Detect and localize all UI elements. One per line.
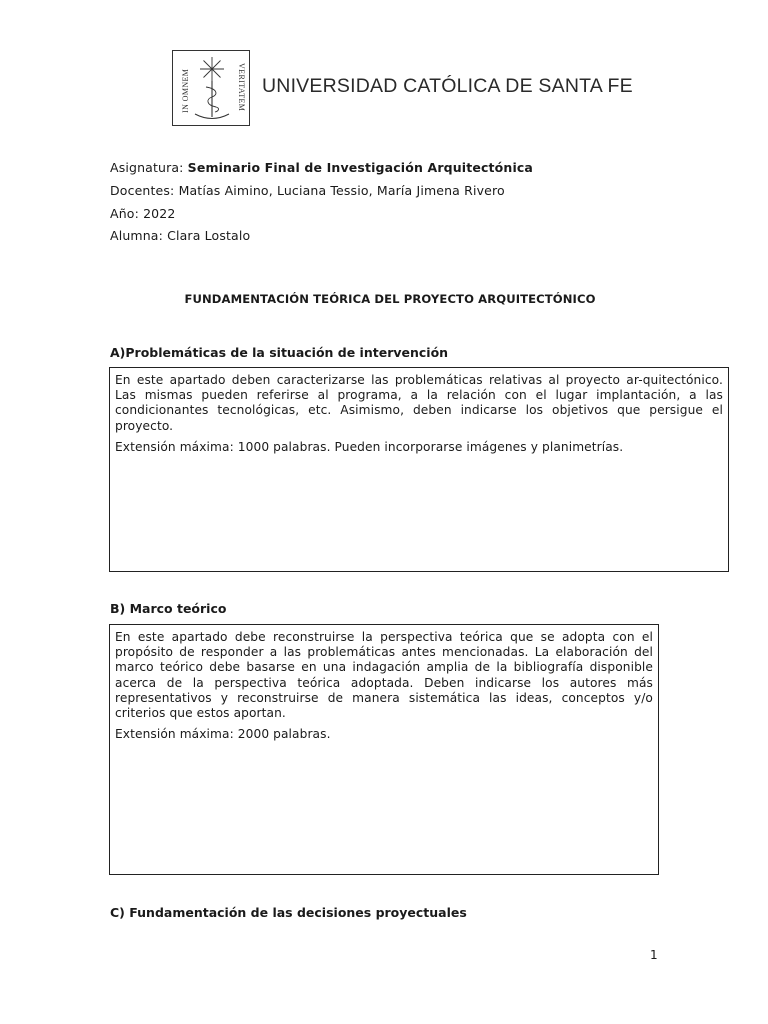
section-a-box: [109, 367, 729, 572]
teachers-value: Matías Aimino, Luciana Tessio, María Jimena Rivero: [178, 183, 505, 198]
university-logo: [172, 50, 633, 128]
section-b-heading: B) Marco teórico: [110, 601, 227, 616]
document-title: FUNDAMENTACIÓN TEÓRICA DEL PROYECTO ARQUITECTÓNICO: [184, 292, 596, 306]
seal-emblem-icon: [173, 51, 251, 127]
svg-text:VERITATEM: VERITATEM: [237, 63, 246, 112]
page-number: 1: [650, 948, 658, 962]
section-b-note: Extensión máxima: 2000 palabras.: [115, 727, 331, 742]
year-value: 2022: [143, 206, 176, 221]
section-a-heading: A)Problemáticas de la situación de intervención: [110, 345, 449, 360]
section-a-note: Extensión máxima: 1000 palabras. Pueden incorporarse imágenes y planimetrías.: [115, 439, 624, 454]
university-name: UNIVERSIDAD CATÓLICA DE SANTA FE: [262, 75, 633, 97]
teachers-line: [110, 183, 505, 198]
subject-value: Seminario Final de Investigación Arquitectónica: [187, 160, 534, 175]
university-seal: [172, 50, 250, 126]
teachers-label: Docentes:: [110, 183, 175, 198]
svg-text:IN OMNEM: IN OMNEM: [181, 68, 190, 113]
section-b-box: [109, 624, 659, 875]
student-line: [110, 228, 250, 243]
year-label: Año:: [110, 206, 139, 221]
section-c-heading: C) Fundamentación de las decisiones proyectuales: [110, 905, 467, 920]
subject-line: [110, 160, 533, 175]
subject-label: Asignatura:: [110, 160, 184, 175]
student-value: Clara Lostalo: [167, 228, 251, 243]
student-label: Alumna:: [110, 228, 163, 243]
year-line: [110, 206, 175, 221]
section-b-paragraph: En este apartado debe reconstruirse la perspectiva teórica que se adopta con el propósito de responder a las problemáticas antes mencionadas. La elaboración del marco teórico debe basarse en una indagación amplia de la bibliografía disponible acerca de la perspectiva teórica adoptada. Deben indicarse los autores más representativos y reconstruirse de manera sistemática las ideas, conceptos y/o criterios que estos aportan.: [115, 630, 653, 721]
section-a-paragraph: En este apartado deben caracterizarse las problemáticas relativas al proyecto ar-quitectónico. Las mismas pueden referirse al programa, a la relación con el lugar implantación, a las condicionantes tecnológicas, etc. Asimismo, deben indicarse los objetivos que persigue el proyecto.: [115, 373, 723, 433]
